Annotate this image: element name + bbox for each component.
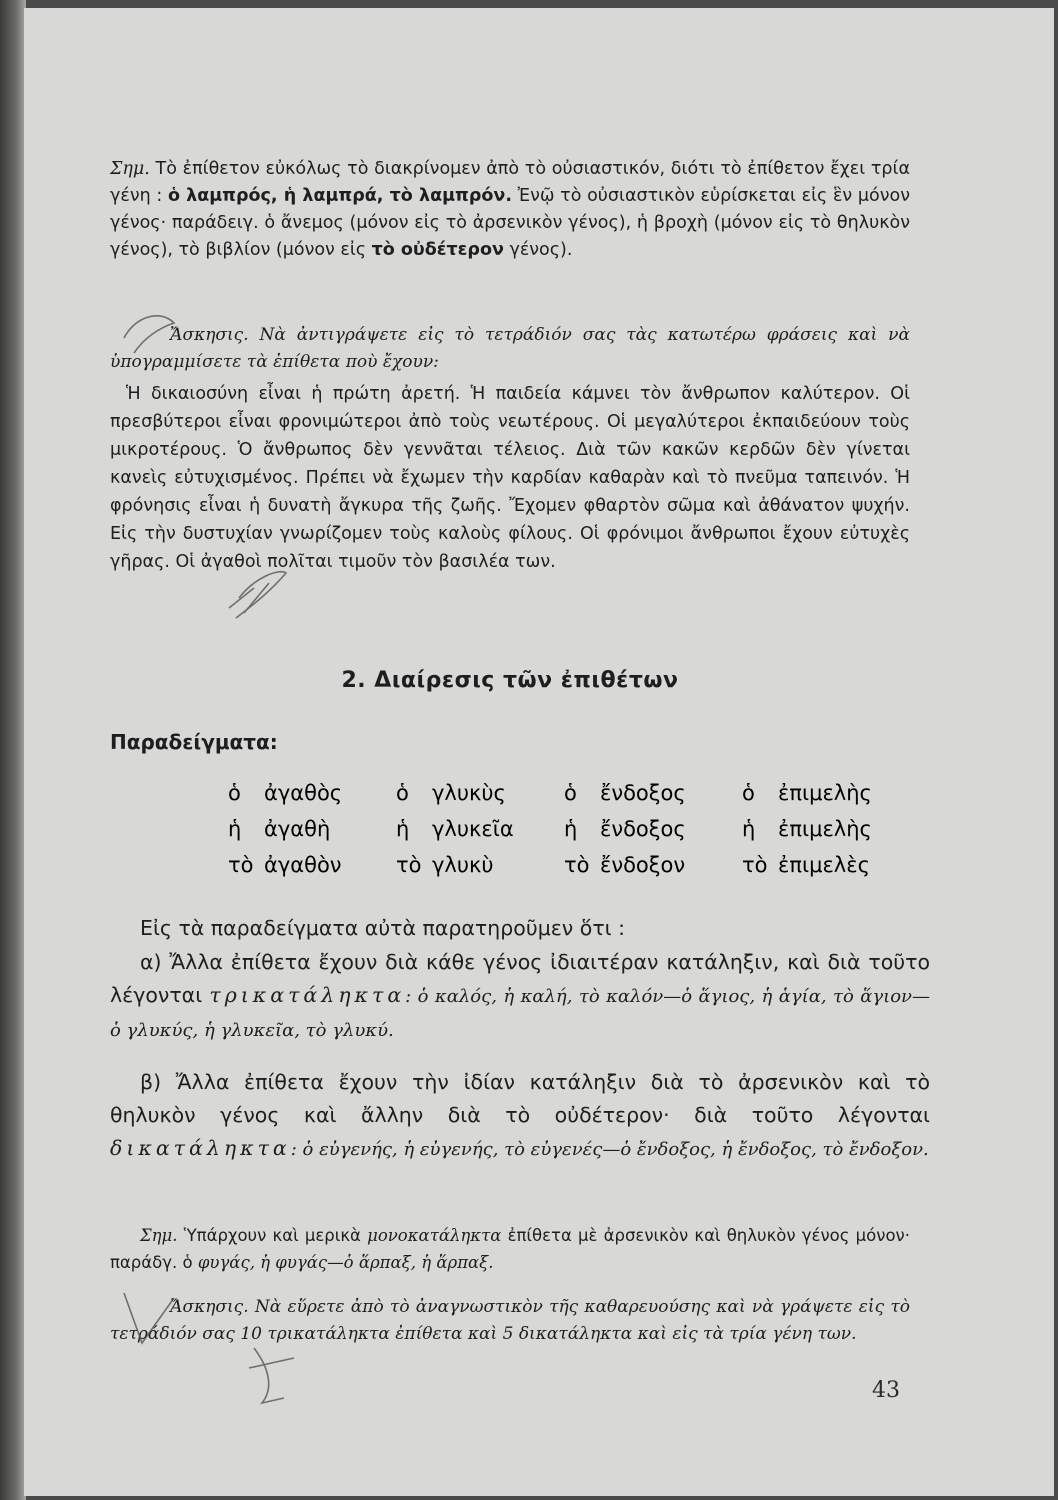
note-text: Ἐνῷ τὸ οὐσιαστικὸν εὑρίσκεται εἰς ἓν μόνον γένος· παράδειγ. ὁ ἄνεμος (μόνον εἰς τὸ ἀρσενικὸν γένος), ἡ βροχὴ (μόνον εἰς τὸ θηλυκὸν γένος), τὸ βιβλίον (μόνον εἰς: [110, 186, 910, 260]
example-adjective: γλυκὺς: [432, 781, 506, 805]
example-adjective: ἔνδοξον: [600, 853, 686, 877]
exercise-instruction: Νὰ ἀντιγράψετε εἰς τὸ τετράδιόν σας τὰς κατωτέρω φράσεις καὶ νὰ ὑπογραμμίσετε τὰ ἐπίθετα ποὺ ἔχουν:: [110, 325, 910, 372]
example-adjective: ἀγαθὴ: [264, 817, 331, 841]
book-page: [24, 8, 1054, 1496]
example-article: ὁ: [564, 781, 577, 805]
example-adjective: ἐπιμελὴς: [778, 817, 872, 841]
pencil-annotations: [24, 8, 1054, 1496]
alpha-term: τρικατάληκτα: [209, 983, 406, 1007]
examples-label: Παραδείγματα:: [110, 730, 278, 754]
example-article: τὸ: [396, 853, 422, 877]
exercise-instruction: Νὰ εὕρετε ἀπὸ τὸ ἀναγνωστικὸν τῆς καθαρευούσης καὶ νὰ γράψετε εἰς τὸ τετράδιόν σας 10 τρικατάληκτα ἐπίθετα καὶ 5 δικατάληκτα καὶ εἰς τὰ τρία γένη των.: [110, 1297, 910, 1344]
beta-term: δικατάληκτα: [110, 1136, 291, 1160]
observation-intro: Εἰς τὰ παραδείγματα αὐτὰ παρατηροῦμεν ὅτι :: [140, 916, 626, 940]
exercise-label: Ἄσκησις.: [170, 1297, 249, 1317]
section-heading: 2. Διαίρεσις τῶν ἐπιθέτων: [341, 668, 679, 693]
pencil-cross-mark: [124, 1293, 294, 1403]
note-text: γένος).: [503, 240, 573, 260]
note-text: Ὑπάρχουν καὶ μερικὰ: [177, 1226, 368, 1245]
example-adjective: ἔνδοξος: [600, 781, 686, 805]
example-adjective: ἀγαθὸς: [264, 781, 343, 805]
example-adjective: ἐπιμελὴς: [778, 781, 872, 805]
example-article: ὁ: [396, 781, 409, 805]
example-article: τὸ: [564, 853, 590, 877]
exercise-label: Ἄσκησις.: [170, 325, 249, 345]
beta-text: β) Ἄλλα ἐπίθετα ἔχουν τὴν ἰδίαν κατάληξιν διὰ τὸ ἀρσενικὸν καὶ τὸ θηλυκὸν γένος καὶ ἄλλην διὰ τὸ οὐδέτερον· διὰ τοῦτο λέγονται: [110, 1070, 930, 1127]
example-adjective: γλυκεῖα: [432, 817, 514, 841]
example-article: ἡ: [228, 817, 242, 841]
note-label: Σημ.: [110, 159, 150, 179]
example-adjective: ἐπιμελὲς: [778, 853, 870, 877]
beta-examples: : ὁ εὐγενής, ἡ εὐγενής, τὸ εὐγενές—ὁ ἔνδοξος, ἡ ἔνδοξος, τὸ ἔνδοξον.: [290, 1139, 929, 1160]
note-italic: μονοκατάληκτα: [367, 1226, 502, 1245]
note-example-bold: τὸ οὐδέτερον: [371, 240, 504, 260]
example-article: ὁ: [742, 781, 755, 805]
note-example-bold: ὁ λαμπρός, ἡ λαμπρά, τὸ λαμπρόν.: [167, 186, 512, 206]
note-text: Τὸ ἐπίθετον εὐκόλως τὸ διακρίνομεν ἀπὸ τὸ οὐσιαστικόν, διότι τὸ ἐπίθετον ἔχει τρία γένη :: [110, 159, 910, 206]
example-article: ἡ: [396, 817, 410, 841]
page-number: 43: [872, 1378, 900, 1403]
book-spine-shadow: [0, 0, 26, 1500]
example-adjective: ἀγαθὸν: [264, 853, 342, 877]
alpha-examples: : ὁ καλός, ἡ καλή, τὸ καλόν—ὁ ἅγιος, ἡ ἁγία, τὸ ἅγιον—ὁ γλυκύς, ἡ γλυκεῖα, τὸ γλυκύ.: [110, 986, 930, 1041]
note-italic: φυγάς, ἡ φυγάς—ὁ ἅρπαξ, ἡ ἅρπαξ.: [197, 1253, 494, 1272]
exercise-sentences: Ἡ δικαιοσύνη εἶναι ἡ πρώτη ἀρετή. Ἡ παιδεία κάμνει τὸν ἄνθρωπον καλύτερον. Οἱ πρεσβύτεροι εἶναι φρονιμώτεροι ἀπὸ τοὺς νεωτέρους. Οἱ μεγαλύτεροι ἐκπαιδεύουν τοὺς μικροτέρους. Ὁ ἄνθρωπος δὲν γεννᾶται τέλειος. Διὰ τῶν κακῶν κερδῶν δὲν γίνεται κανεὶς εὐτυχισμένος. Πρέπει νὰ ἔχωμεν τὴν καρδίαν καθαρὰν καὶ τὸ πνεῦμα ταπεινόν. Ἡ φρόνησις εἶναι ἡ δυνατὴ ἄγκυρα τῆς ζωῆς. Ἔχομεν φθαρτὸν σῶμα καὶ ἀθάνατον ψυχήν. Εἰς τὴν δυστυχίαν γνωρίζομεν τοὺς καλοὺς φίλους. Οἱ φρόνιμοι ἄνθρωποι ἔχουν εὐτυχὲς γῆρας. Οἱ ἀγαθοὶ πολῖται τιμοῦν τὸν βασιλέα των.: [110, 384, 910, 572]
note-text: ἐπίθετα μὲ ἀρσενικὸν καὶ θηλυκὸν γένος μόνον· παράδγ. ὁ: [110, 1226, 911, 1272]
pencil-check-mark: [124, 316, 286, 618]
example-article: τὸ: [742, 853, 768, 877]
example-article: ἡ: [564, 817, 578, 841]
example-adjective: γλυκὺ: [432, 853, 494, 877]
note-label: Σημ.: [140, 1226, 178, 1245]
example-adjective: ἔνδοξος: [600, 817, 686, 841]
example-article: ὁ: [228, 781, 241, 805]
example-article: ἡ: [742, 817, 756, 841]
alpha-text: α) Ἄλλα ἐπίθετα ἔχουν διὰ κάθε γένος ἰδιαιτέραν κατάληξιν, καὶ διὰ τοῦτο λέγονται: [110, 950, 930, 1007]
example-article: τὸ: [228, 853, 254, 877]
